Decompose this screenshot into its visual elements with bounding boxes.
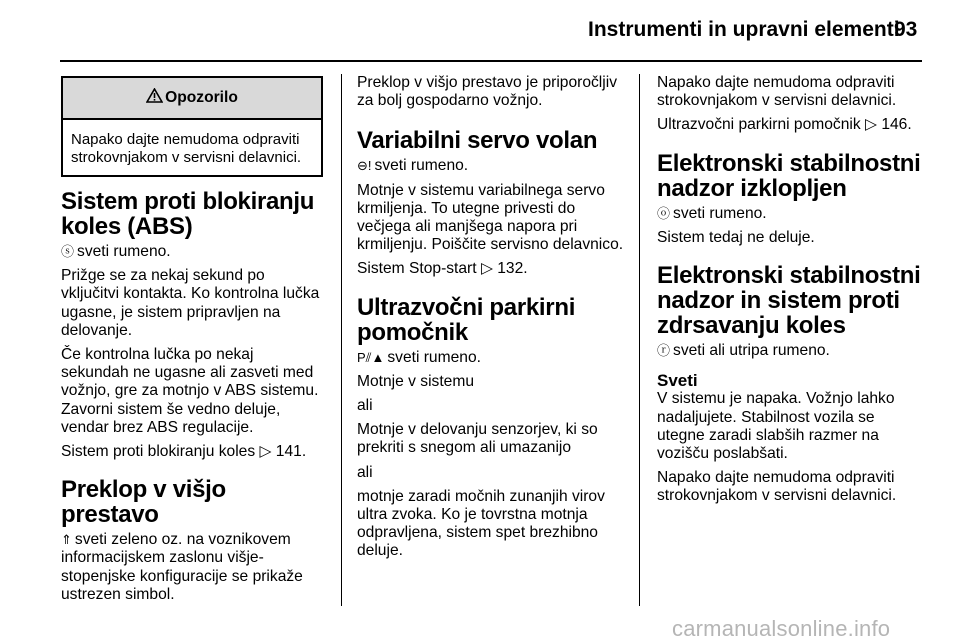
esp-paragraph-1: V sistemu je napaka. Vožnjo lahko nadaljujete. Stabilnost vozila se utegne zaradi slabših razmer na vozišču poslabšati. <box>657 390 895 463</box>
abs-reference-text: Sistem proti blokiranju koles <box>61 443 256 461</box>
column-2 <box>357 74 627 567</box>
servo-heading: Variabilni servo volan <box>357 127 598 155</box>
esp-indicator-line <box>657 342 922 360</box>
servo-reference <box>357 260 627 278</box>
column-3 <box>657 74 922 512</box>
column-divider-2 <box>639 74 640 606</box>
esp-off-paragraph: Sistem tedaj ne deluje. <box>657 228 815 246</box>
servo-indicator-icon: ⊖! <box>357 158 372 174</box>
park-heading: Ultrazvočni parkirni pomočnik <box>357 293 576 346</box>
servo-reference-text: Sistem Stop-start <box>357 260 477 278</box>
shift-heading: Preklop v višjo prestavo <box>61 476 226 529</box>
abs-indicator-text: sveti rumeno. <box>77 243 171 260</box>
park-ref-text: Ultrazvočni parkirni pomočnik <box>657 116 861 134</box>
warning-text: Napako dajte nemudoma odpraviti strokovnjakom v servisni delavnici. <box>71 131 302 166</box>
esp-off-indicator-text: sveti rumeno. <box>673 204 767 222</box>
page-header <box>0 0 960 60</box>
servo-indicator-line <box>357 157 627 175</box>
shift-paragraph <box>61 531 323 604</box>
abs-indicator-icon: ⓢ <box>61 244 75 259</box>
esp-subheading: Sveti <box>657 371 698 391</box>
park-continuation-1: Napako dajte nemudoma odpraviti strokovnjakom v servisni delavnici. <box>657 74 897 110</box>
warning-box <box>61 76 323 177</box>
park-assist-icon: P⫽▲ <box>357 349 385 365</box>
warning-triangle-icon <box>146 88 163 108</box>
column-1 <box>61 74 323 610</box>
esp-heading: Elektronski stabilnostni nadzor in sistem proti zdrsavanju koles <box>657 262 921 340</box>
column-divider-1 <box>341 74 342 606</box>
abs-indicator-line <box>61 243 323 261</box>
abs-reference <box>61 443 323 461</box>
watermark: carmanualsonline.info <box>672 616 891 641</box>
warning-title: Opozorilo <box>165 88 238 106</box>
shift-up-icon: ⇑ <box>61 532 72 548</box>
park-indicator-text: sveti rumeno. <box>387 348 481 366</box>
abs-paragraph-1: Prižge se za nekaj sekund po vključitvi kontakta. Ko kontrolna lučka ugasne, je sistem pripravljen na delovanje. <box>61 267 320 339</box>
abs-reference-page: ▷ 141. <box>259 443 307 461</box>
park-indicator-line <box>357 349 627 367</box>
warning-header <box>63 78 321 120</box>
shift-continuation: Preklop v višjo prestavo je priporočljiv za bolj gospodarno vožnjo. <box>357 74 617 110</box>
esp-off-heading: Elektronski stabilnostni nadzor izklopljen <box>657 149 921 202</box>
park-paragraph-3: motnje zaradi močnih zunanjih virov ultra zvoka. Ko je tovrstna motnja odpravljena, sistem spet brezhibno deluje. <box>357 487 605 560</box>
esp-off-icon: ⓞ <box>657 205 671 221</box>
esp-paragraph-2: Napako dajte nemudoma odpraviti strokovnjakom v servisni delavnici. <box>657 469 897 505</box>
park-or-1: ali <box>357 397 373 415</box>
servo-reference-page: ▷ 132. <box>480 260 528 278</box>
page-number: 93 <box>894 18 918 41</box>
park-paragraph-2: Motnje v delovanju senzorjev, ki so prekriti s snegom ali umazanijo <box>357 421 598 457</box>
shift-text: sveti zeleno oz. na voznikovem informacijskem zaslonu višje-stopenjske konfiguracije se prikaže ustrezen simbol. <box>61 531 303 603</box>
abs-heading: Sistem proti blokiranju koles (ABS) <box>61 188 315 240</box>
park-or-2: ali <box>357 463 373 481</box>
abs-paragraph-2: Če kontrolna lučka po nekaj sekundah ne ugasne ali zasveti med vožnjo, gre za motnjo v ABS sistemu. Zavorni sistem še vedno deluje, vendar brez ABS regulacije. <box>61 346 319 436</box>
servo-indicator-text: sveti rumeno. <box>374 157 469 175</box>
header-title: Instrumenti in upravni elementi <box>588 18 900 41</box>
park-ref-page: ▷ 146. <box>865 116 912 134</box>
esp-indicator-text: sveti ali utripa rumeno. <box>673 342 830 360</box>
park-continuation-ref <box>657 116 922 134</box>
esp-off-indicator-line <box>657 205 922 223</box>
header-divider <box>60 60 922 62</box>
esp-icon: ⓡ <box>657 343 671 359</box>
servo-paragraph-1: Motnje v sistemu variabilnega servo krmiljenja. To utegne privesti do večjega ali manjšega napora pri krmiljenju. Poiščite servisno delavnico. <box>357 181 624 254</box>
park-paragraph-1: Motnje v sistemu <box>357 372 474 390</box>
